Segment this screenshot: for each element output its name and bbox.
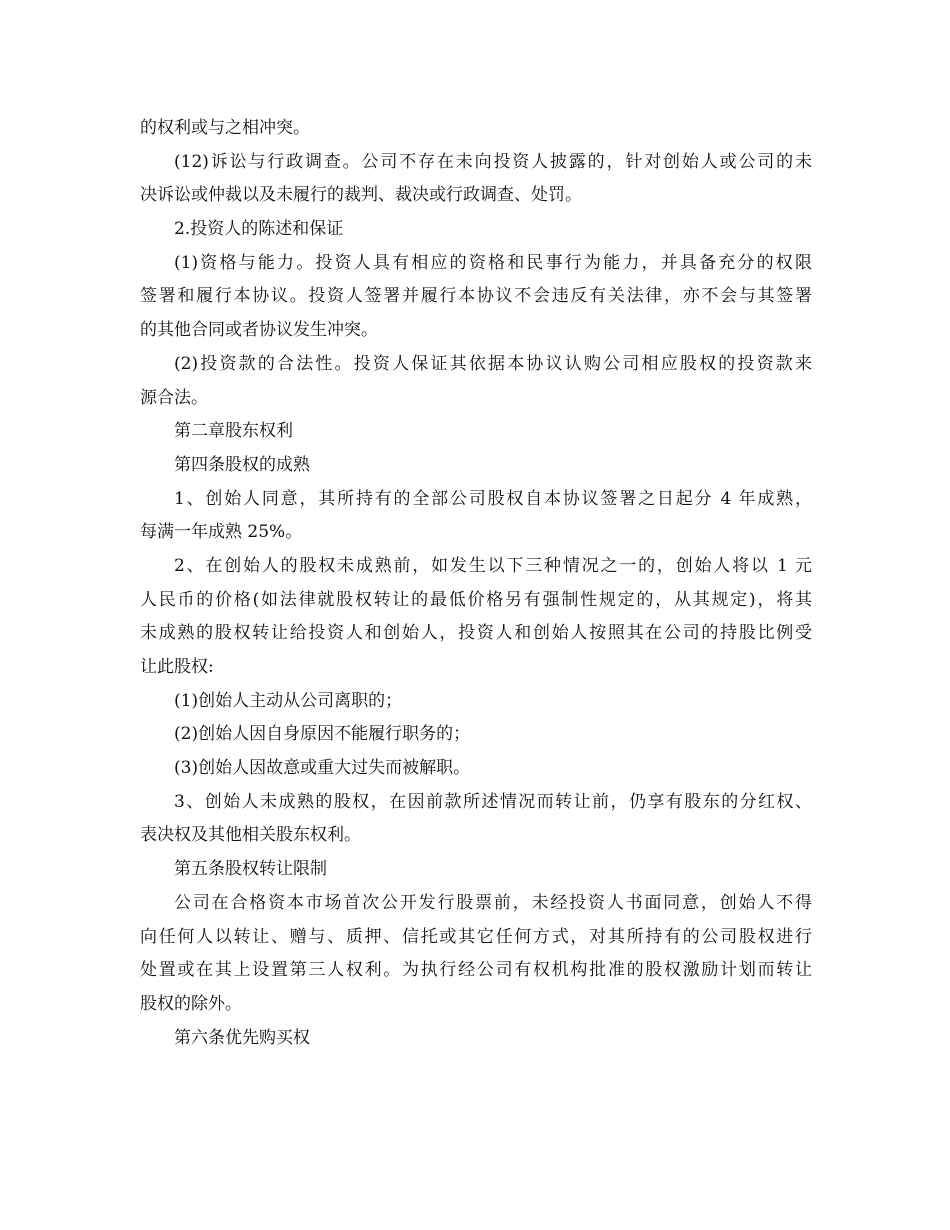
text-line: 签署和履行本协议。投资人签署并履行本协议不会违反有关法律，亦不会与其签署 [140, 286, 812, 307]
text-line: 公司在合格资本市场首次公开发行股票前，未经投资人书面同意，创始人不得 [174, 892, 812, 913]
document-body [140, 112, 812, 1055]
text-line: (2)创始人因自身原因不能履行职务的； [174, 724, 471, 745]
text-line: 2、在创始人的股权未成熟前，如发生以下三种情况之一的，创始人将以 1 元 [174, 555, 812, 576]
text-line: 3、创始人未成熟的股权，在因前款所述情况而转让前，仍享有股东的分红权、 [174, 791, 812, 812]
text-line: 第五条股权转让限制 [174, 859, 327, 880]
text-line: 未成熟的股权转让给投资人和创始人，投资人和创始人按照其在公司的持股比例受 [140, 623, 812, 644]
text-line: 人民币的价格(如法律就股权转让的最低价格另有强制性规定的，从其规定)，将其 [140, 589, 812, 610]
text-line: 1、创始人同意，其所持有的全部公司股权自本协议签署之日起分 4 年成熟， [174, 488, 812, 509]
text-line: (1)资格与能力。投资人具有相应的资格和民事行为能力，并具备充分的权限 [174, 252, 812, 273]
text-line: 表决权及其他相关股东权利。 [140, 825, 361, 846]
text-line: 第四条股权的成熟 [174, 454, 310, 475]
text-line: 股权的除外。 [140, 993, 242, 1014]
text-line: (2)投资款的合法性。投资人保证其依据本协议认购公司相应股权的投资款来 [174, 353, 812, 374]
text-line: 向任何人以转让、赠与、质押、信托或其它任何方式，对其所持有的公司股权进行 [140, 926, 812, 947]
text-line: 的权利或与之相冲突。 [140, 118, 310, 138]
text-line: 每满一年成熟 25%。 [140, 522, 303, 543]
text-line: 决诉讼或仲裁以及未履行的裁判、裁决或行政调查、处罚。 [140, 185, 582, 206]
text-line: 的其他合同或者协议发生冲突。 [140, 320, 378, 341]
text-line: 源合法。 [140, 387, 208, 408]
text-line: 2.投资人的陈述和保证 [174, 219, 344, 240]
text-line: (3)创始人因故意或重大过失而被解职。 [174, 758, 471, 779]
text-line: 让此股权: [140, 657, 214, 677]
text-line: 第六条优先购买权 [174, 1027, 310, 1048]
text-line: 处置或在其上设置第三人权利。为执行经公司有权机构批准的股权激励计划而转让 [140, 960, 812, 981]
text-line: 第二章股东权利 [174, 421, 293, 442]
text-line: (1)创始人主动从公司离职的； [174, 690, 403, 711]
text-line: (12)诉讼与行政调查。公司不存在未向投资人披露的，针对创始人或公司的未 [174, 151, 812, 172]
